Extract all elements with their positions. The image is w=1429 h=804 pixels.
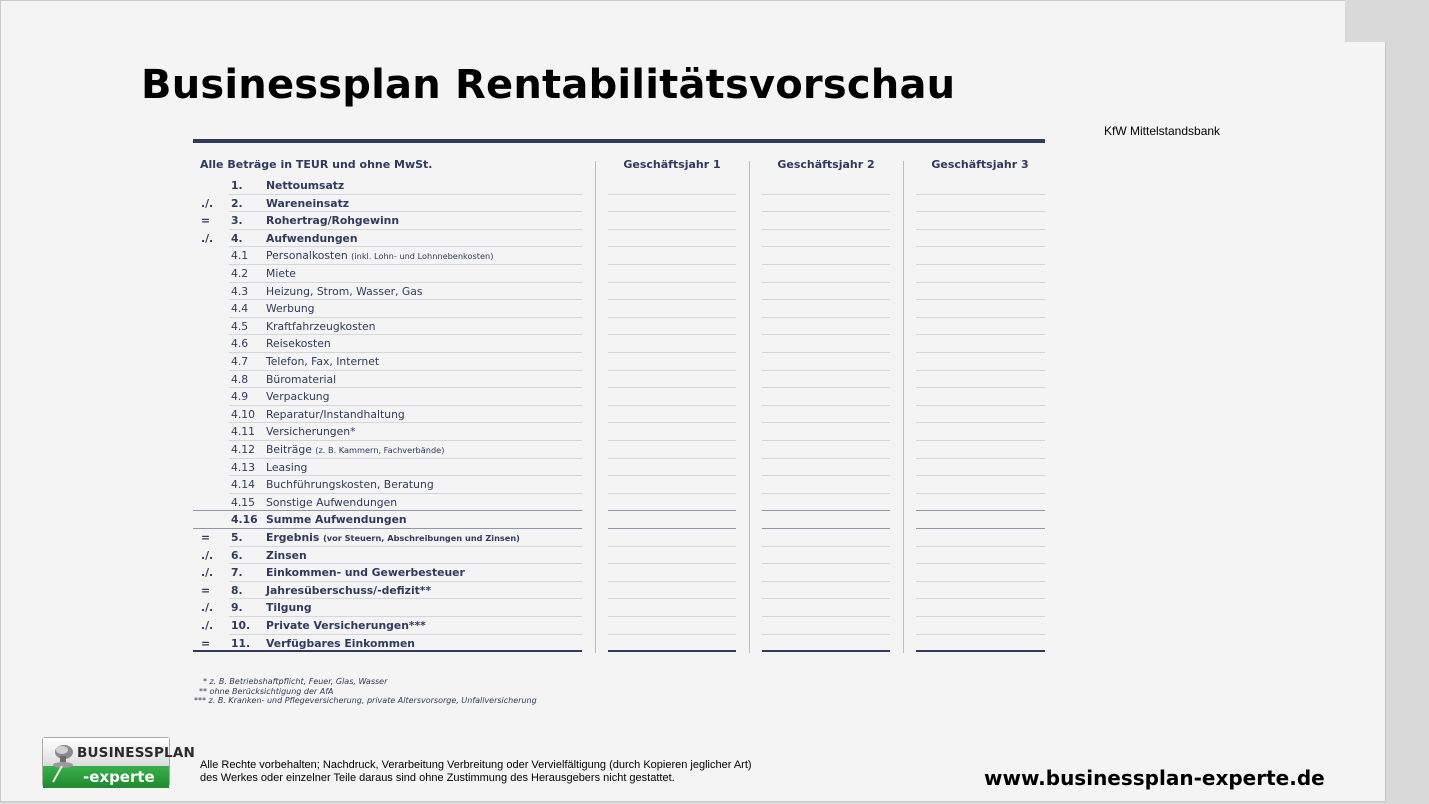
row-label-text: Verfügbares Einkommen bbox=[266, 636, 415, 650]
row-number: 4.12 bbox=[231, 443, 256, 456]
table-row bbox=[193, 494, 1045, 512]
row-label-text: Private Versicherungen*** bbox=[266, 619, 426, 632]
logo-text-top: BUSINESSPLAN bbox=[77, 745, 196, 761]
table-row bbox=[193, 247, 1045, 265]
row-label bbox=[266, 478, 434, 491]
column-header-year-2: Geschäftsjahr 2 bbox=[777, 158, 875, 171]
footnote: *** z. B. Kranken- und Pflegeversicherung, private Altersvorsorge, Unfallversicherung bbox=[194, 696, 537, 706]
row-operator: = bbox=[201, 531, 211, 544]
row-separator bbox=[193, 650, 582, 652]
logo-text-bottom: -experte bbox=[83, 768, 155, 786]
row-separator bbox=[916, 650, 1045, 652]
row-label-text: Telefon, Fax, Internet bbox=[266, 355, 380, 368]
row-label bbox=[266, 249, 493, 262]
row-number: 8. bbox=[231, 583, 243, 597]
row-label bbox=[266, 443, 444, 456]
row-label-text: Sonstige Aufwendungen bbox=[266, 495, 398, 509]
row-label bbox=[266, 232, 358, 245]
table-row bbox=[193, 599, 1045, 617]
row-number: 3. bbox=[231, 214, 243, 228]
table-row bbox=[193, 617, 1045, 635]
row-number: 2. bbox=[231, 196, 243, 210]
table-row bbox=[193, 283, 1045, 301]
row-number: 5. bbox=[231, 531, 243, 544]
row-label-text: Ergebnis bbox=[266, 531, 324, 544]
row-number: 4.7 bbox=[231, 355, 249, 368]
row-number: 4.4 bbox=[231, 302, 249, 316]
row-label bbox=[266, 637, 415, 650]
table-row bbox=[193, 195, 1045, 213]
row-number: 4.6 bbox=[231, 337, 249, 351]
table-row bbox=[193, 406, 1045, 424]
row-number: 6. bbox=[231, 548, 243, 562]
row-number: 4.1 bbox=[231, 249, 249, 263]
row-number: 4.15 bbox=[231, 495, 256, 509]
row-label bbox=[266, 461, 307, 474]
row-label bbox=[266, 390, 330, 403]
row-label-text: Reparatur/Instandhaltung bbox=[266, 407, 405, 421]
table-row bbox=[193, 423, 1045, 441]
row-label bbox=[266, 513, 407, 526]
row-operator: = bbox=[201, 214, 211, 228]
row-label bbox=[266, 320, 376, 333]
table-row bbox=[193, 177, 1045, 195]
row-label bbox=[266, 302, 315, 315]
row-number: 9. bbox=[231, 601, 243, 615]
website-url: www.businessplan-experte.de bbox=[984, 766, 1325, 790]
row-number: 10. bbox=[231, 619, 251, 632]
row-number: 7. bbox=[231, 566, 243, 580]
footnote: ** ohne Berücksichtigung der AfA bbox=[199, 686, 334, 696]
row-number: 4.13 bbox=[231, 460, 256, 474]
table-row bbox=[193, 353, 1045, 371]
row-label bbox=[266, 285, 423, 298]
table-row bbox=[193, 300, 1045, 318]
row-label-text: Buchführungskosten, Beratung bbox=[266, 478, 434, 492]
row-label-text: Nettoumsatz bbox=[266, 179, 345, 192]
table-row bbox=[193, 564, 1045, 582]
table-top-rule bbox=[193, 139, 1045, 143]
row-label bbox=[266, 584, 431, 597]
table-row bbox=[193, 371, 1045, 389]
row-label-text: Summe Aufwendungen bbox=[266, 513, 407, 527]
row-label-text: Wareneinsatz bbox=[266, 196, 350, 210]
row-label bbox=[266, 214, 399, 227]
table-row bbox=[193, 582, 1045, 600]
table-row bbox=[193, 547, 1045, 565]
column-header-year-1: Geschäftsjahr 1 bbox=[623, 158, 721, 171]
row-label bbox=[266, 425, 356, 438]
row-number: 4.9 bbox=[231, 390, 249, 404]
table-row bbox=[193, 388, 1045, 406]
pushpin-icon bbox=[47, 742, 77, 784]
row-label-text: Jahresüberschuss/-defizit** bbox=[266, 583, 432, 597]
row-operator: ./. bbox=[201, 231, 214, 245]
row-label-text: Miete bbox=[266, 267, 296, 280]
background-corner bbox=[1345, 0, 1429, 42]
row-label-text: Versicherungen* bbox=[266, 425, 356, 439]
row-number: 4.14 bbox=[231, 478, 256, 492]
row-number: 4.11 bbox=[231, 425, 256, 439]
row-number: 4.16 bbox=[231, 513, 258, 527]
row-operator: ./. bbox=[201, 196, 214, 210]
table-row bbox=[193, 511, 1045, 529]
table-row bbox=[193, 635, 1045, 653]
row-separator bbox=[762, 650, 890, 652]
row-label-note: (z. B. Kammern, Fachverbände) bbox=[315, 445, 445, 455]
row-label bbox=[266, 619, 426, 632]
table-row bbox=[193, 476, 1045, 494]
businessplan-experte-logo bbox=[42, 737, 196, 787]
footnote: * z. B. Betriebshaftpflicht, Feuer, Glas, Wasser bbox=[203, 677, 388, 686]
row-label-text: Heizung, Strom, Wasser, Gas bbox=[266, 284, 423, 298]
footnotes bbox=[194, 677, 537, 706]
table-row bbox=[193, 212, 1045, 230]
table-row bbox=[193, 265, 1045, 283]
row-operator: ./. bbox=[201, 566, 214, 580]
row-label-text: Kraftfahrzeugkosten bbox=[266, 319, 376, 333]
row-operator: ./. bbox=[201, 548, 214, 562]
table-row bbox=[193, 230, 1045, 248]
row-separator bbox=[608, 650, 736, 652]
row-label bbox=[266, 408, 405, 421]
copyright-line: des Werkes oder einzelner Teile daraus sind ohne Zustimmung des Herausgebers nicht gestattet. bbox=[200, 772, 675, 784]
row-number: 4.10 bbox=[231, 407, 256, 421]
row-number: 4.3 bbox=[231, 284, 249, 298]
row-label-note: (inkl. Lohn- und Lohnnebenkosten) bbox=[351, 251, 494, 262]
table-row bbox=[193, 318, 1045, 336]
row-label bbox=[266, 197, 349, 210]
table-header-label: Alle Beträge in TEUR und ohne MwSt. bbox=[200, 158, 433, 171]
row-number: 11. bbox=[231, 636, 251, 650]
row-label bbox=[266, 549, 307, 562]
row-label-text: Einkommen- und Gewerbesteuer bbox=[266, 566, 465, 580]
copyright-line: Alle Rechte vorbehalten; Nachdruck, Verarbeitung Verbreitung oder Vervielfältigung (durch Kopieren jeglicher Art) bbox=[200, 759, 752, 771]
row-label bbox=[266, 337, 331, 350]
row-label bbox=[266, 267, 296, 280]
row-label-text: Zinsen bbox=[266, 548, 307, 562]
row-label bbox=[266, 373, 336, 386]
row-label-text: Rohertrag/Rohgewinn bbox=[266, 214, 400, 228]
row-label bbox=[266, 355, 379, 368]
row-label-text: Aufwendungen bbox=[266, 231, 358, 245]
row-operator: = bbox=[201, 636, 211, 650]
source-label: KfW Mittelstandsbank bbox=[1104, 124, 1221, 138]
row-label bbox=[266, 179, 344, 192]
table-row bbox=[193, 441, 1045, 459]
row-label-text: Werbung bbox=[266, 302, 315, 316]
row-label bbox=[266, 496, 397, 509]
row-operator: ./. bbox=[201, 601, 214, 615]
row-label bbox=[266, 566, 465, 579]
row-label-text: Reisekosten bbox=[266, 337, 331, 351]
row-operator: ./. bbox=[201, 619, 214, 632]
row-label-text: Beiträge bbox=[266, 443, 316, 456]
row-operator: = bbox=[201, 583, 211, 597]
row-label-text: Leasing bbox=[266, 460, 308, 474]
page-title: Businessplan Rentabilitätsvorschau bbox=[141, 62, 956, 108]
row-number: 4. bbox=[231, 231, 243, 245]
table-row bbox=[193, 335, 1045, 353]
row-number: 1. bbox=[231, 179, 243, 192]
row-label-text: Verpackung bbox=[266, 390, 330, 404]
row-number: 4.5 bbox=[231, 319, 249, 333]
rentability-table bbox=[193, 139, 1045, 659]
row-label bbox=[266, 601, 312, 614]
table-row bbox=[193, 529, 1045, 547]
row-number: 4.8 bbox=[231, 372, 249, 386]
row-label-text: Personalkosten bbox=[266, 249, 352, 263]
column-header-year-3: Geschäftsjahr 3 bbox=[931, 158, 1029, 171]
row-label bbox=[266, 531, 520, 544]
table-row bbox=[193, 459, 1045, 477]
row-label-text: Tilgung bbox=[266, 601, 312, 615]
copyright-notice bbox=[200, 759, 752, 785]
row-label-text: Büromaterial bbox=[266, 372, 337, 386]
row-number: 4.2 bbox=[231, 267, 249, 280]
row-label-note: (vor Steuern, Abschreibungen und Zinsen) bbox=[323, 533, 520, 543]
